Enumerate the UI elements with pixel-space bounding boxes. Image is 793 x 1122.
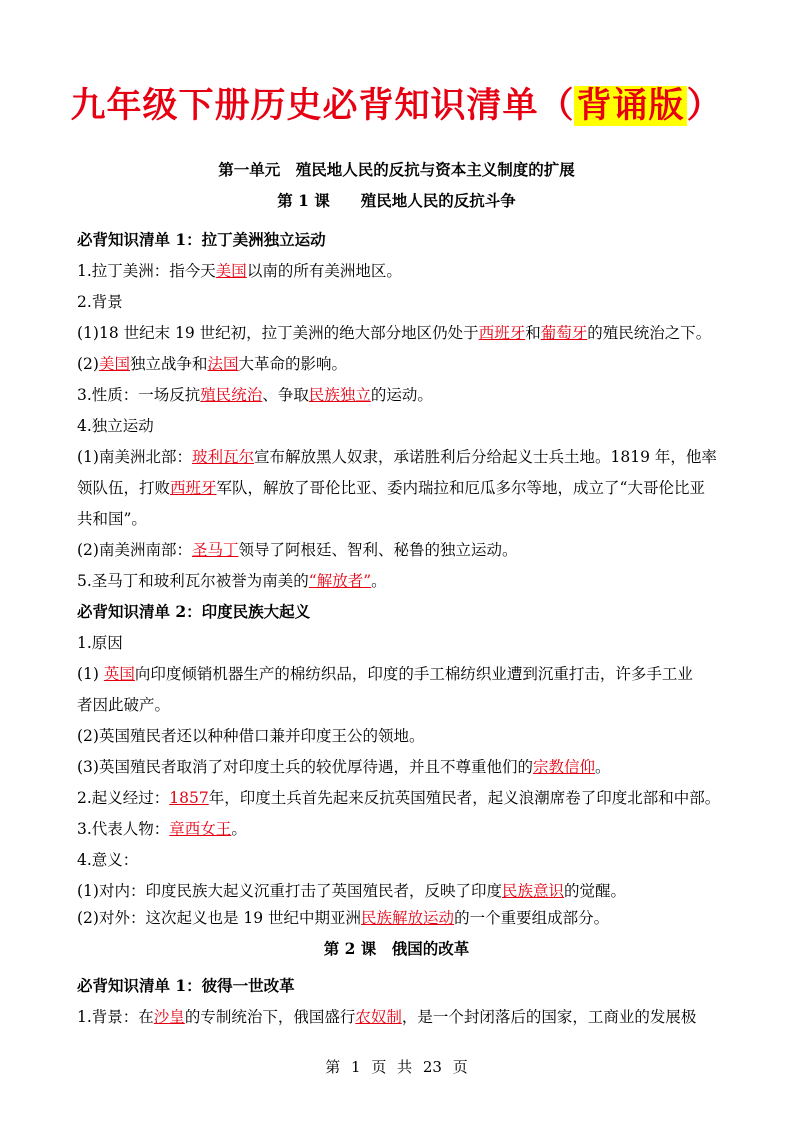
lesson-title: 第 1 课 殖民地人民的反抗斗争 bbox=[277, 191, 516, 210]
lesson-title: 第 2 课 俄国的改革 bbox=[323, 939, 470, 958]
paragraph: (2)英国殖民者还以种种借口兼并印度王公的领地。 bbox=[77, 727, 425, 745]
paragraph: (1)18 世纪末 19 世纪初，拉丁美洲的绝大部分地区仍处于西班牙和葡萄牙的殖民统治之下。 bbox=[77, 324, 712, 342]
keyword: 英国 bbox=[103, 665, 135, 683]
keyword: 法国 bbox=[207, 355, 239, 373]
paragraph: 2.起义经过：1857年，印度土兵首先起来反抗英国殖民者，起义浪潮席卷了印度北部和中部。 bbox=[77, 789, 721, 807]
paragraph: (1)南美洲北部：玻利瓦尔宣布解放黑人奴隶，承诺胜利后分给起义士兵土地。1819 年，他率 bbox=[77, 448, 717, 466]
keyword: “解放者” bbox=[308, 572, 372, 590]
paragraph: 2.背景 bbox=[77, 293, 123, 311]
paragraph: 4.独立运动 bbox=[77, 417, 154, 435]
section-heading: 必背知识清单 2：印度民族大起义 bbox=[77, 602, 311, 621]
paragraph: 共和国”。 bbox=[77, 510, 147, 528]
keyword: 民族独立 bbox=[308, 386, 371, 404]
paragraph: 1.原因 bbox=[77, 634, 123, 652]
paragraph: (2)南美洲南部：圣马丁领导了阿根廷、智利、秘鲁的独立运动。 bbox=[77, 541, 518, 559]
paragraph: 领队伍，打败西班牙军队，解放了哥伦比亚、委内瑞拉和厄瓜多尔等地，成立了“大哥伦比亚 bbox=[77, 479, 705, 497]
keyword: 章西女王 bbox=[169, 820, 232, 838]
keyword: 宗教信仰 bbox=[532, 758, 595, 776]
keyword: 圣马丁 bbox=[191, 541, 239, 559]
paragraph: (2)美国独立战争和法国大革命的影响。 bbox=[77, 355, 348, 373]
title-highlight: 背诵版 bbox=[576, 86, 685, 126]
paragraph: 1.拉丁美洲：指今天美国以南的所有美洲地区。 bbox=[77, 262, 402, 280]
title-main: 九年级下册历史必背知识清单（ bbox=[70, 86, 575, 126]
keyword: 民族解放运动 bbox=[361, 909, 455, 927]
paragraph: 1.背景：在沙皇的专制统治下，俄国盛行农奴制，是一个封闭落后的国家，工商业的发展极 bbox=[77, 1008, 697, 1026]
paragraph: 3.性质：一场反抗殖民统治、争取民族独立的运动。 bbox=[77, 386, 433, 404]
keyword: 玻利瓦尔 bbox=[191, 448, 254, 466]
keyword: 西班牙 bbox=[478, 324, 526, 342]
keyword: 民族意识 bbox=[501, 882, 564, 900]
keyword: 沙皇 bbox=[153, 1008, 185, 1026]
page-footer: 第 1 页 共 23 页 bbox=[325, 1058, 468, 1076]
keyword: 美国 bbox=[98, 355, 130, 373]
paragraph: 者因此破产。 bbox=[77, 696, 171, 714]
paragraph: (3)英国殖民者取消了对印度土兵的较优厚待遇，并且不尊重他们的宗教信仰。 bbox=[77, 758, 611, 776]
paragraph: 3.代表人物：章西女王。 bbox=[77, 820, 247, 838]
title-end: ） bbox=[686, 86, 723, 126]
keyword: 美国 bbox=[215, 262, 247, 280]
document-title bbox=[0, 78, 793, 128]
keyword: 西班牙 bbox=[170, 479, 217, 497]
keyword: 殖民统治 bbox=[200, 386, 263, 404]
paragraph: 4.意义： bbox=[77, 851, 139, 869]
keyword: 葡萄牙 bbox=[540, 324, 588, 342]
paragraph: (2)对外：这次起义也是 19 世纪中期亚洲民族解放运动的一个重要组成部分。 bbox=[77, 909, 610, 927]
unit-title: 第一单元 殖民地人民的反抗与资本主义制度的扩展 bbox=[218, 160, 575, 179]
keyword: 农奴制 bbox=[355, 1008, 402, 1026]
paragraph: (1)对内：印度民族大起义沉重打击了英国殖民者，反映了印度民族意识的觉醒。 bbox=[77, 882, 626, 900]
paragraph: 5.圣马丁和玻利瓦尔被誉为南美的“解放者”。 bbox=[77, 572, 387, 590]
section-heading: 必背知识清单 1：彼得一世改革 bbox=[77, 976, 295, 995]
section-heading: 必背知识清单 1：拉丁美洲独立运动 bbox=[77, 230, 326, 249]
keyword: 1857 bbox=[169, 789, 209, 807]
paragraph: (1) 英国向印度倾销机器生产的棉纺织品，印度的手工棉纺织业遭到沉重打击，许多手工业 bbox=[77, 665, 693, 683]
